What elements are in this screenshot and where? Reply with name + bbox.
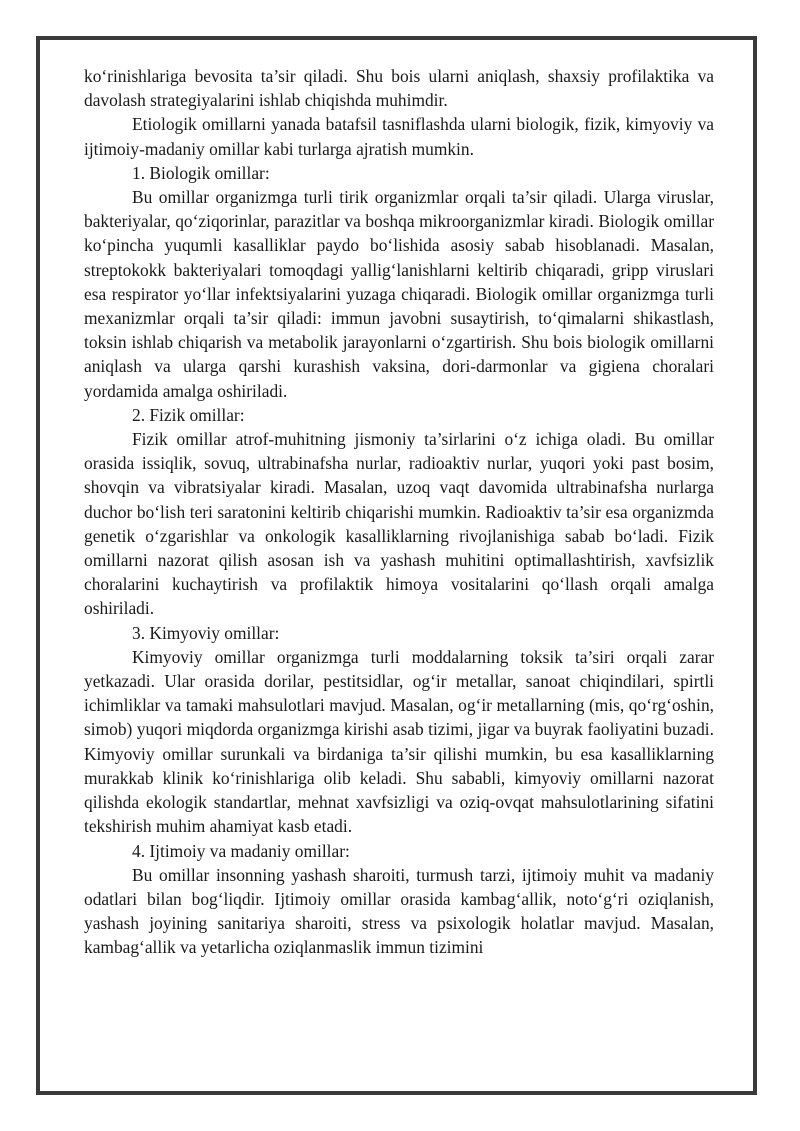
paragraph-physical: Fizik omillar atrof-muhitning jismoniy ta’sirlarini o‘z ichiga oladi. Bu omillar orasida issiqlik, sovuq, ultrabinafsha nurlar, radioaktiv nurlar, yuqori yoki past bosim, shovqin va vibratsiyalar kiradi. Masalan, uzoq vaqt davomida ultrabinafsha nurlarga duchor bo‘lish teri saratonini keltirib chiqarishi mumkin. Radioaktiv ta’sir esa organizmda genetik o‘zgarishlar va onkologik kasalliklarning rivojlanishiga sabab bo‘ladi. Fizik omillarni nazorat qilish asosan ish va yashash muhitini optimallashtirish, xavfsizlik choralarini kuchaytirish va profilaktik himoya vositalarini qo‘llash orqali amalga oshiriladi. <box>84 429 714 619</box>
document-body <box>84 64 714 960</box>
heading-chemical: 3. Kimyoviy omillar: <box>132 622 280 643</box>
heading-biological: 1. Biologik omillar: <box>132 162 270 183</box>
paragraph-biological: Bu omillar organizmga turli tirik organizmlar orqali ta’sir qiladi. Ularga viruslar, bakteriyalar, qo‘ziqorinlar, parazitlar va boshqa mikroorganizmlar kiradi. Biologik omillar ko‘pincha yuqumli kasalliklar paydo bo‘lishida asosiy sabab hisoblanadi. Masalan, streptokokk bakteriyalari tomoqdagi yallig‘lanishlarni keltirib chiqaradi, gripp viruslari esa respirator yo‘llar infektsiyalarini yuzaga chiqaradi. Biologik omillar organizmga turli mexanizmlar orqali ta’sir qiladi: immun javobni susaytirish, to‘qimalarni shikastlash, toksin ishlab chiqarish va metabolik jarayonlarni o‘zgartirish. Shu bois biologik omillarni aniqlash va ularga qarshi kurashish vaksina, dori-darmonlar va gigiena choralari yordamida amalga oshiriladi. <box>84 187 714 401</box>
paragraph-continuation: ko‘rinishlariga bevosita ta’sir qiladi. Shu bois ularni aniqlash, shaxsiy profilaktika va davolash strategiyalarini ishlab chiqishda muhimdir. <box>84 66 714 111</box>
paragraph-intro: Etiologik omillarni yanada batafsil tasniflashda ularni biologik, fizik, kimyoviy va ijtimoiy-madaniy omillar kabi turlarga ajratish mumkin. <box>84 114 714 159</box>
heading-physical: 2. Fizik omillar: <box>132 404 245 425</box>
paragraph-social: Bu omillar insonning yashash sharoiti, turmush tarzi, ijtimoiy muhit va madaniy odatlari bilan bog‘liqdir. Ijtimoiy omillar orasida kambag‘allik, noto‘g‘ri oziqlanish, yashash joyining sanitariya sharoiti, stress va psixologik holatlar mavjud. Masalan, kambag‘allik va yetarlicha oziqlanmaslik immun tizimini <box>84 864 714 958</box>
paragraph-chemical: Kimyoviy omillar organizmga turli moddalarning toksik ta’siri orqali zarar yetkazadi. Ular orasida dorilar, pestitsidlar, og‘ir metallar, sanoat chiqindilari, spirtli ichimliklar va tamaki mahsulotlari mavjud. Masalan, og‘ir metallarning (mis, qo‘rg‘oshin, simob) yuqori miqdorda organizmga kirishi asab tizimi, jigar va buyrak faoliyatini buzadi. Kimyoviy omillar surunkali va birdaniga ta’sir qilishi mumkin, bu esa kasalliklarning murakkab klinik ko‘rinishlariga olib keladi. Shu sababli, kimyoviy omillarni nazorat qilishda ekologik standartlar, mehnat xavfsizligi va oziq-ovqat mahsulotlarining sifatini tekshirish muhim ahamiyat kasb etadi. <box>84 646 714 837</box>
heading-social: 4. Ijtimoiy va madaniy omillar: <box>132 840 350 861</box>
